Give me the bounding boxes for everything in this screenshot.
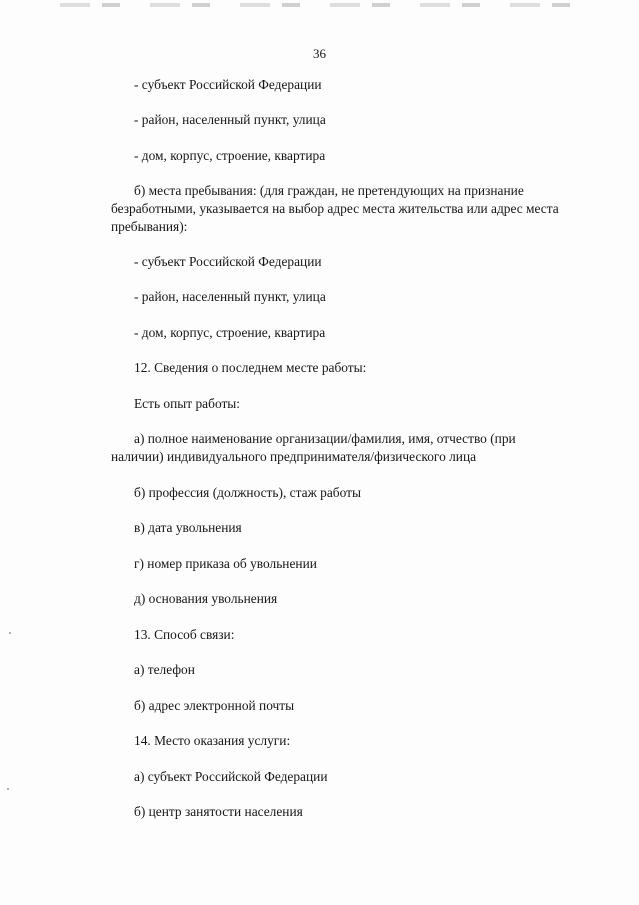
page-number: 36 — [313, 46, 326, 61]
section-heading: 13. Способ связи: — [134, 627, 235, 642]
text-line: б) места пребывания: (для граждан, не претендующих на признание — [134, 183, 524, 198]
text-line: Есть опыт работы: — [134, 396, 241, 411]
text-line: б) профессия (должность), стаж работы — [134, 485, 361, 500]
scan-speck — [7, 788, 9, 790]
text-line: а) полное наименование организации/фамилия, имя, отчество (при — [134, 431, 516, 446]
text-line: в) дата увольнения — [134, 520, 242, 535]
text-line: а) субъект Российской Федерации — [134, 769, 328, 784]
text-line: пребывания): — [111, 219, 188, 234]
text-line: - район, населенный пункт, улица — [134, 289, 326, 304]
section-heading: 14. Место оказания услуги: — [134, 733, 291, 748]
text-line: б) адрес электронной почты — [134, 698, 295, 713]
text-line: - субъект Российской Федерации — [134, 254, 322, 269]
text-line: б) центр занятости населения — [134, 804, 303, 819]
section-heading: 12. Сведения о последнем месте работы: — [134, 360, 367, 375]
scan-top-edge-artifact — [60, 3, 580, 7]
text-line: наличии) индивидуального предпринимателя/физического лица — [111, 449, 477, 464]
text-line: а) телефон — [134, 662, 195, 677]
text-line: д) основания увольнения — [134, 591, 278, 606]
text-line: - район, населенный пункт, улица — [134, 112, 326, 127]
text-line: безработными, указывается на выбор адрес места жительства или адрес места — [111, 201, 559, 216]
scan-speck — [9, 632, 11, 634]
text-line: - дом, корпус, строение, квартира — [134, 148, 326, 163]
text-line: - дом, корпус, строение, квартира — [134, 325, 326, 340]
text-line: г) номер приказа об увольнении — [134, 556, 317, 571]
text-line: - субъект Российской Федерации — [134, 77, 322, 92]
